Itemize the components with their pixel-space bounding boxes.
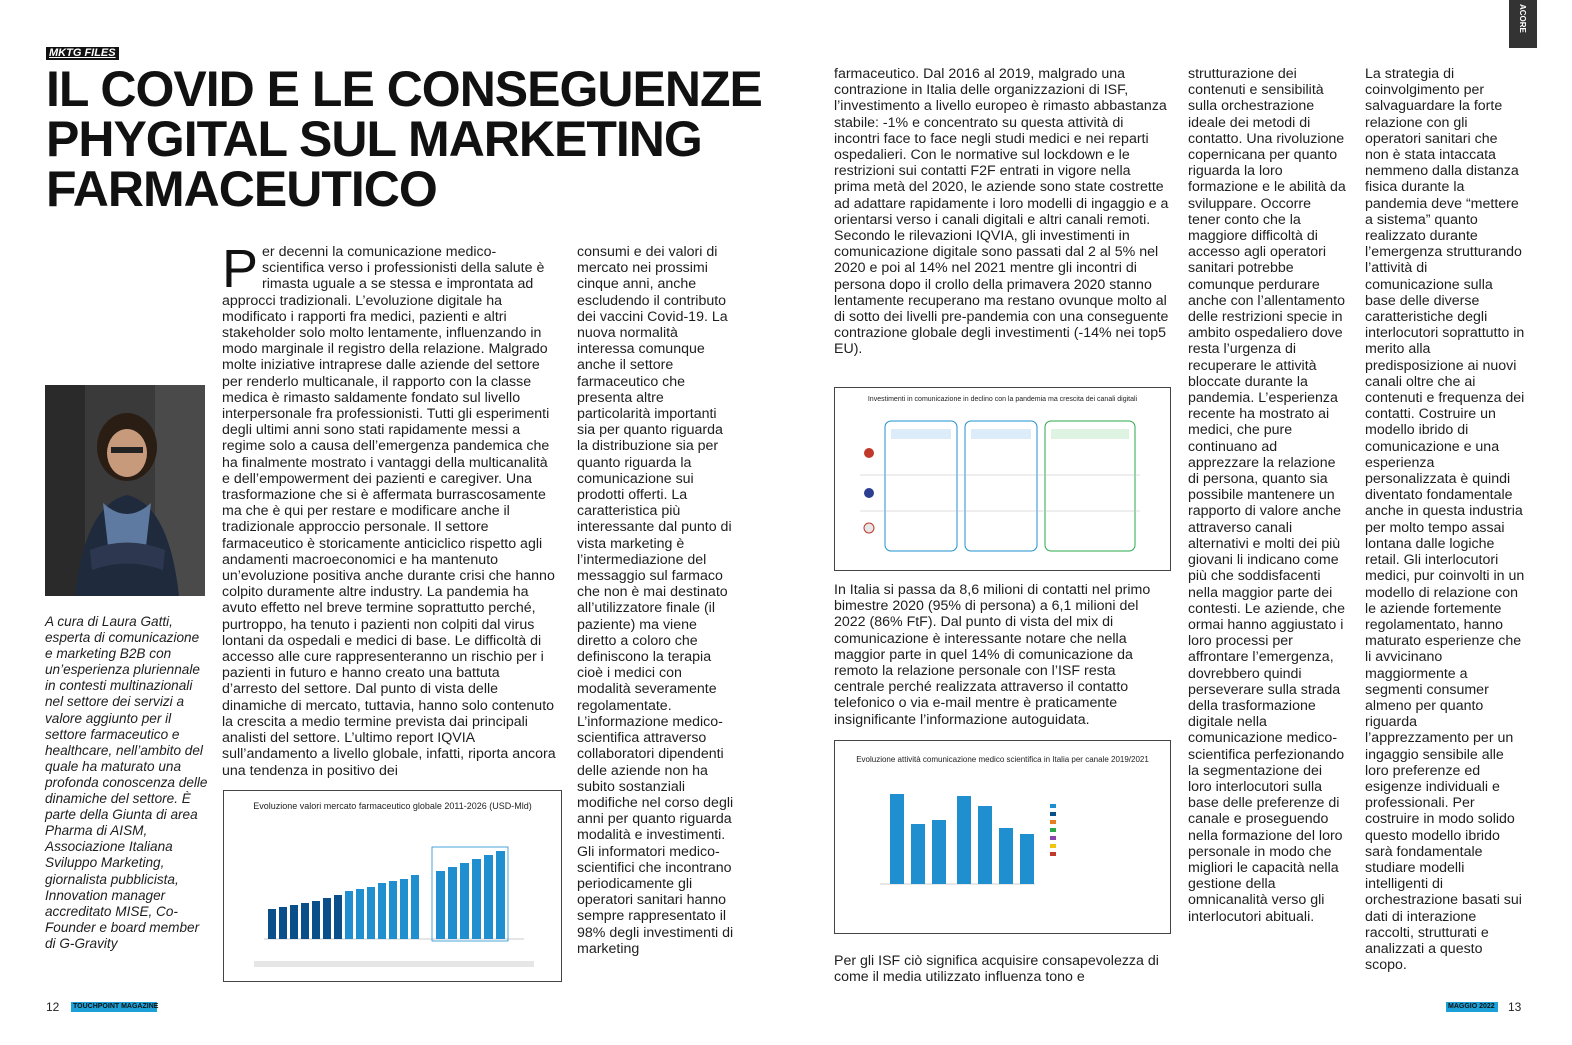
investments-table-graphic [835,403,1170,563]
article-title [46,61,786,217]
title-line-3: FARMACEUTICO [46,161,437,217]
figure-global-market [223,790,562,982]
figure-channel-evolution-title: Evoluzione attività comunicazione medico scientifica in Italia per canale 2019/2021 [856,755,1149,764]
figure-global-market-title: Evoluzione valori mercato farmaceutico globale 2011-2026 (USD-Mld) [253,801,532,811]
corner-section-label: ACORE [1518,4,1527,33]
left-column-1 [222,244,558,779]
figure-channel-evolution [834,740,1171,934]
drop-cap: P [222,244,259,299]
right-column-1-bottom: Per gli ISF ciò significa acquisire consapevolezza di come il media utilizzato influenza tono e [834,953,1159,986]
author-photo [45,385,205,596]
left-footer-label: TOUCHPOINT MAGAZINE [73,1003,159,1010]
right-column-3: La strategia di coinvolgimento per salvaguardare la forte relazione con gli operatori sanitari che non è stata intaccata nemmeno dalla distanza fisica durante la pandemia deve “mettere a sistema” quanto realizzato durante l’emergenza strutturando l’attività di comunicazione sulla base delle diverse caratteristiche degli interlocutori soprattutto in merito alla predisposizione ai nuovi canali oltre che ai contenuti e frequenza dei contatti. Costruire un modello ibrido di comunicazione e una esperienza personalizzata è quindi diventato fondamentale anche in questa industria per molto tempo assai lontana dalle logiche retail. Gli interlocutori medici, pur coinvolti in un modello di relazione con le aziende fortemente regolamentato, hanno maturato esperienze che li avvicinano maggiormente a segmenti consumer almeno per quanto riguarda l’apprezzamento per un ingaggio sensibile alle loro preferenze ed esigenze individuali e professionali. Per costruire in modo solido questo modello ibrido sarà fondamentale studiare modelli intelligenti di orchestrazione basati sui dati di interazione raccolti, strutturati e analizzati a questo scopo. [1365,66,1525,974]
right-column-2: strutturazione dei contenuti e sensibilità sulla orchestrazione ideale dei metodi di contatto. Una rivoluzione copernicana per quanto riguarda la loro formazione e le abilità da sviluppare. Occorre tener conto che la maggiore difficoltà di accesso agli operatori sanitari potrebbe comunque perdurare anche con l’allentamento delle restrizioni specie in ambito ospedaliero dove resta l’urgenza di recuperare le attività bloccate durante la pandemia. L’esperienza recente ha mostrato ai medici, che pure continuano ad apprezzare la relazione di persona, quanto sia possibile mantenere un rapporto di valore anche attraverso canali alternativi e molti dei più giovani li indicano come più che soddisfacenti nella maggior parte dei contesti. Le aziende, che ormai hanno aggiustato i loro processi per affrontare l’emergenza, dovrebbero quindi perseverare sulla strada della trasformazione digitale nella comunicazione medico-scientifica perfezionando la segmentazione dei loro interlocutori sulla base delle preferenze di canale e proseguendo nella formazione del loro personale in modo che migliori le capacità nella gestione della omnicanalità verso gli interlocutori abituali. [1188,66,1346,925]
author-portrait-illustration [45,385,205,596]
right-column-1-mid: In Italia si passa da 8,6 milioni di contatti nel primo bimestre 2020 (95% di persona) a 6,1 milioni del 2022 (86% FtF). Dal punto di vista del mix di comunicazione è interessante notare che nella maggior parte in quel 14% di comunicazione da remoto la relazione personale con l’ISF resta centrale perché realizzata attraverso il contatto telefonico o via e-mail mentre è praticamente insignificante l’informazione autoguidata. [834,582,1151,728]
right-footer-label: MAGGIO 2022 [1448,1003,1495,1010]
channel-evolution-bars [890,794,1034,884]
title-line-2: PHYGITAL SUL MARKETING [46,111,702,167]
title-line-1: IL COVID E LE CONSEGUENZE [46,61,762,117]
section-tag: MKTG FILES [46,47,119,60]
left-column-1-text: er decenni la comunicazione medico-scientifica verso i professionisti della salute è rimasta uguale a se stessa e improntata ad approcci tradizionali. L’evoluzione digitale ha modificato i rapporti fra medici, pazienti e altri stakeholder solo molto lentamente, influenzando in modo marginale il registro della relazione. Malgrado molte iniziative intraprese dalle aziende del settore per renderlo multicanale, il rapporto con la classe medica è rimasto saldamente fondato sul livello interpersonale fra professionisti. Tutti gli esperimenti degli ultimi anni sono stati rapidamente messi a regime solo a causa dell’emergenza pandemica che ha finalmente mostrato i vantaggi della multicanalità e dell’empowerment dei pazienti e caregiver. Una trasformazione che si è affermata burrascosamente ma che è qui per restare e modificare anche il tradizionale approccio personale. Il settore farmaceutico è storicamente anticiclico rispetto agli andamenti macroeconomici e ha mantenuto un’evoluzione positiva anche durante crisi che hanno colpito duramente altre industry. La pandemia ha avuto effetto nel breve termine soprattutto perché, purtroppo, ha tenuto i pazienti non colpiti dal virus lontani da ospedali e medici di base. Le difficoltà di accesso alle cure rappresenteranno un rischio per i pazienti in futuro e hanno creato una battuta d’arresto del settore. Dal punto di vista delle dinamiche di mercato, tuttavia, hanno solo contenuto la crescita a medio termine prevista dai principali analisti del settore. L’ultimo report IQVIA sull’andamento a livello globale, infatti, riporta ancora una tendenza in positivo dei [222,244,556,779]
right-column-1-top: farmaceutico. Dal 2016 al 2019, malgrado una contrazione in Italia delle organizzazioni di ISF, l’investimento a livello europeo è rimasto abbastanza stabile: -1% e concentrato su questa attività di incontri face to face negli studi medici e nei reparti ospedalieri. Con le normative sul lockdown e le restrizioni sui contatti F2F entrati in vigore nella prima metà del 2020, le aziende sono state costrette ad adattare rapidamente i loro modelli di ingaggio e a orientarsi verso i canali digitali e altri canali remoti. Secondo le rilevazioni IQVIA, gli investimenti in comunicazione digitale sono passati dal 2 al 5% nel 2020 e poi al 14% nel 2021 mentre gli incontri di persona dopo il crollo della primavera 2020 stanno lentamente recuperano ma restano ovunque molto al di sotto dei livelli pre-pandemia con una conseguente contrazione globale degli investimenti (-14% nei top5 EU). [834,66,1169,358]
global-market-chart-graphic [224,811,561,971]
author-bio: A cura di Laura Gatti, esperta di comunicazione e marketing B2B con un’esperienza pluriennale in contesti multinazionali nel settore dei servizi a valore aggiunto per il settore farmaceutico e healthcare, nell’ambito del quale ha maturato una profonda conoscenza delle dinamiche del settore. È parte della Giunta di area Pharma di AISM, Associazione Italiana Sviluppo Marketing, giornalista pubblicista, Innovation manager accreditato MISE, Co-Founder e board member di G-Gravity [45,614,208,951]
left-page-number: 12 [46,1000,60,1014]
channel-legend-swatches [1050,804,1056,856]
channel-evolution-chart-graphic [835,764,1170,929]
left-column-2: consumi e dei valori di mercato nei prossimi cinque anni, anche escludendo il contributo dei vaccini Covid-19. La nuova normalità interessa comunque anche il settore farmaceutico che presenta altre particolarità importanti sia per quanto riguarda la distribuzione sia per quanto riguarda la comunicazione sui prodotti offerti. La caratteristica più interessante dal punto di vista marketing è l’intermediazione del messaggio sul farmaco che non è mai destinato all’utilizzatore finale (il paziente) ma viene diretto a coloro che definiscono la terapia cioè i medici con modalità severamente regolamentate. L’informazione medico-scientifica attraverso collaboratori dipendenti delle aziende non ha subito sostanziali modifiche nel corso degli anni per quanto riguarda modalità e investimenti. Gli informatori medico-scientifici che incontrano periodicamente gli operatori sanitari hanno sempre rappresentato il 98% degli investimenti di marketing [577,244,734,957]
corner-section-tab [1509,0,1537,48]
global-market-bars [268,851,505,939]
figure-investments-decline-title: Investimenti in comunicazione in declino con la pandemia ma crescita dei canali digitali [867,396,1138,403]
figure-investments-decline [834,387,1171,571]
right-page-number: 13 [1508,1000,1522,1014]
